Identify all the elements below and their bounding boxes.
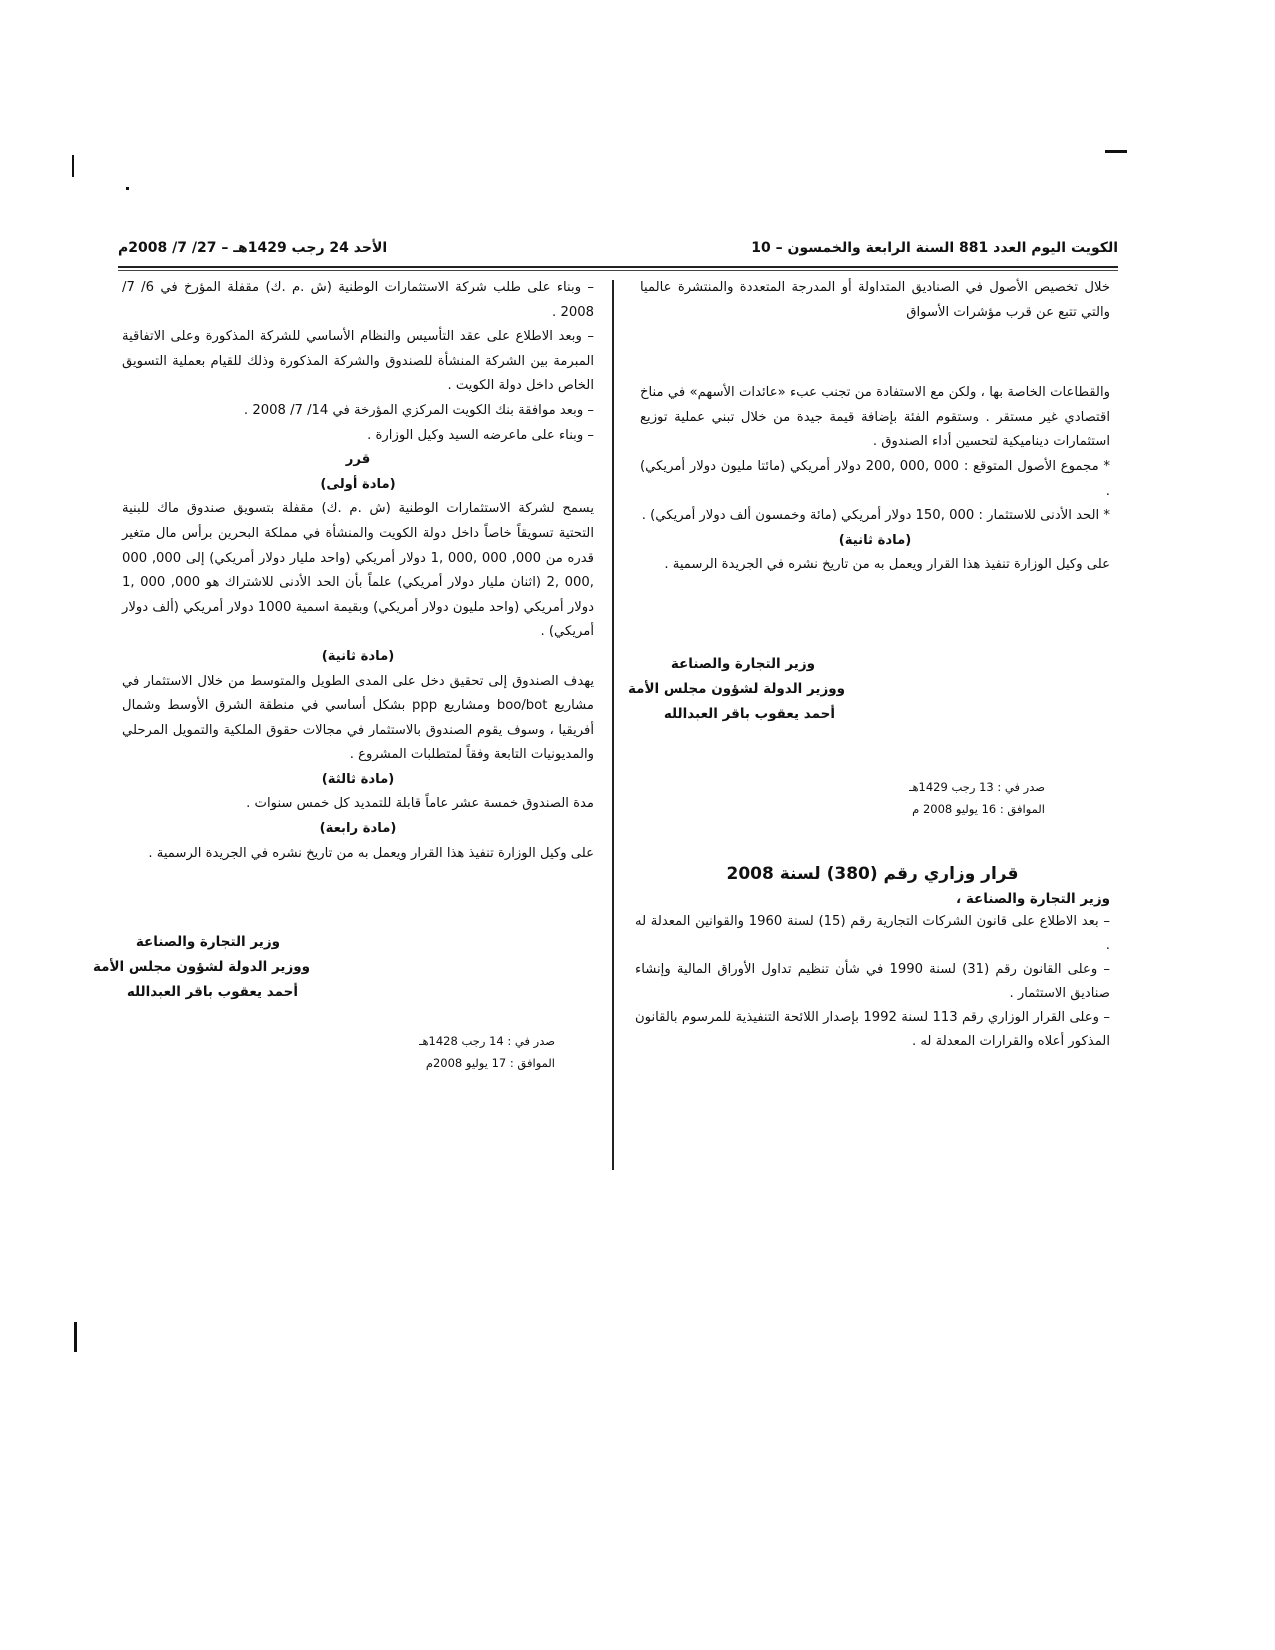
corresponding-date: الموافق : 16 يوليو 2008 م (912, 802, 1045, 816)
article-heading: (مادة أولى) (320, 476, 396, 492)
issued-date: صدر في : 14 رجب 1428هـ (419, 1034, 555, 1048)
page-header (118, 236, 1118, 262)
decree-item: – بعد الاطلاع على قانون الشركات التجارية رقم (15) لسنة 1960 والقوانين المعدلة له . (635, 914, 1110, 953)
scan-mark-right (1105, 150, 1127, 153)
header-rule (118, 266, 1118, 268)
header-issue-info: الكويت اليوم العدد 881 السنة الرابعة والخمسون – 10 (751, 240, 1118, 256)
paragraph: يسمح لشركة الاستثمارات الوطنية (ش .م .ك) مقفلة بتسويق صندوق ماك للبنية التحتية تسويقاً خاصاً داخل دولة الكويت والمنشأة في مملكة البحرين برأس مال متغير قدره من 000, 000 ,000 ,1 دولار أمريكي (واحد مليار دولار أمريكي) إلى 000, 000 ,000 ,2 (اثنان مليار دولار أمريكي) علماً بأن الحد الأدنى للاشتراك هو 000, 000 ,1 دولار أمريكي (واحد مليون دولار أمريكي) وبقيمة اسمية 1000 دولار أمريكي (ألف دولار أمريكي) . (122, 501, 594, 640)
bullet-item: * مجموع الأصول المتوقع : 000 ,000 ,200 دولار أمريكي (مائتا مليون دولار أمريكي) . (640, 458, 1110, 499)
decree-title: قرار وزاري رقم (380) لسنة 2008 (726, 864, 1019, 884)
left-dates (419, 1030, 555, 1074)
column-divider (612, 280, 614, 1170)
recital-item: – وبعد موافقة بنك الكويت المركزي المؤرخة في 14/ 7/ 2008 . (243, 402, 594, 418)
right-dates (909, 776, 1045, 820)
paragraph: يهدف الصندوق إلى تحقيق دخل على المدى الطويل والمتوسط من خلال الاستثمار في مشاريع boo/bot ومشاريع ppp بشكل أساسي في منطقة الشرق الأوسط وشمال أفريقيا ، وسوف يقوم الصندوق بالاستثمار في مجالات حقوق الملكية والتمويل المرحلي والمديونيات التابعة وفقاً لمتطلبات المشروع . (122, 673, 594, 763)
corresponding-date: الموافق : 17 يوليو 2008م (425, 1056, 555, 1070)
recital-item: – وبناء على ماعرضه السيد وكيل الوزارة . (367, 427, 594, 443)
bullet-item: * الحد الأدنى للاستثمار : 000 ,150 دولار أمريكي (مائة وخمسون ألف دولار أمريكي) . (641, 508, 1110, 524)
article-heading: (مادة ثالثة) (321, 771, 395, 787)
left-signature (93, 930, 310, 1005)
decree-item: – وعلى القانون رقم (31) لسنة 1990 في شأن تنظيم تداول الأوراق المالية وإنشاء صناديق الاستثمار . (635, 962, 1110, 1001)
recital-item: – وبناء على طلب شركة الاستثمارات الوطنية (ش .م .ك) مقفلة المؤرخ في 6/ 7/ 2008 . (122, 280, 594, 320)
scan-mark-left (72, 155, 74, 177)
paragraph: مدة الصندوق خمسة عشر عاماً قابلة للتمديد كل خمس سنوات . (246, 796, 594, 812)
signature-title: ووزير الدولة لشؤون مجلس الأمة (627, 681, 845, 697)
article-heading: (مادة رابعة) (319, 821, 397, 837)
paragraph: على وكيل الوزارة تنفيذ هذا القرار ويعمل به من تاريخ نشره في الجريدة الرسمية . (664, 557, 1110, 573)
decree-block (635, 860, 1110, 1054)
header-date: الأحد 24 رجب 1429هـ – 27/ 7/ 2008م (118, 240, 388, 256)
decided-heading: قرر (345, 452, 371, 468)
article-heading: (مادة ثانية) (321, 648, 395, 664)
scan-mark-bottom (74, 1322, 77, 1352)
header-rule-thin (118, 270, 1118, 271)
decree-minister: وزير التجارة والصناعة ، (956, 891, 1110, 907)
recital-item: – وبعد الاطلاع على عقد التأسيس والنظام الأساسي للشركة المذكورة وعلى الاتفاقية المبرمة بين الشركة المنشأة للصندوق والشركة المذكورة وذلك للقيام بعملية التسويق الخاص داخل دولة الكويت . (122, 329, 594, 394)
paragraph: خلال تخصيص الأصول في الصناديق المتداولة أو المدرجة المتعددة والمنتشرة عالميا والتي تتبع عن قرب مؤشرات الأسواق (640, 280, 1110, 320)
signature-title: وزير التجارة والصناعة (135, 934, 280, 950)
signature-name: أحمد يعقوب باقر العبدالله (663, 706, 835, 722)
scan-mark-dot (126, 187, 129, 190)
article-heading: (مادة ثانية) (838, 532, 912, 548)
signature-title: وزير التجارة والصناعة (670, 656, 815, 672)
paragraph: والقطاعات الخاصة بها ، ولكن مع الاستفادة من تجنب عبء «عائدات الأسهم» في مناخ اقتصادي غير مستقر . وستقوم الفئة بإضافة قيمة جيدة من خلال تبني عملية توزيع استثمارات ديناميكية لتحسين أداء الصندوق . (640, 385, 1110, 450)
signature-title: ووزير الدولة لشؤون مجلس الأمة (92, 959, 310, 975)
paragraph: على وكيل الوزارة تنفيذ هذا القرار ويعمل به من تاريخ نشره في الجريدة الرسمية . (148, 845, 594, 861)
issued-date: صدر في : 13 رجب 1429هـ (909, 780, 1045, 794)
left-column (122, 276, 594, 866)
decree-item: – وعلى القرار الوزاري رقم 113 لسنة 1992 بإصدار اللائحة التنفيذية للمرسوم بالقانون المذكور أعلاه والقرارات المعدلة له . (635, 1010, 1111, 1049)
right-signature (628, 652, 845, 727)
signature-name: أحمد يعقوب باقر العبدالله (126, 984, 298, 1000)
right-column (640, 276, 1110, 578)
